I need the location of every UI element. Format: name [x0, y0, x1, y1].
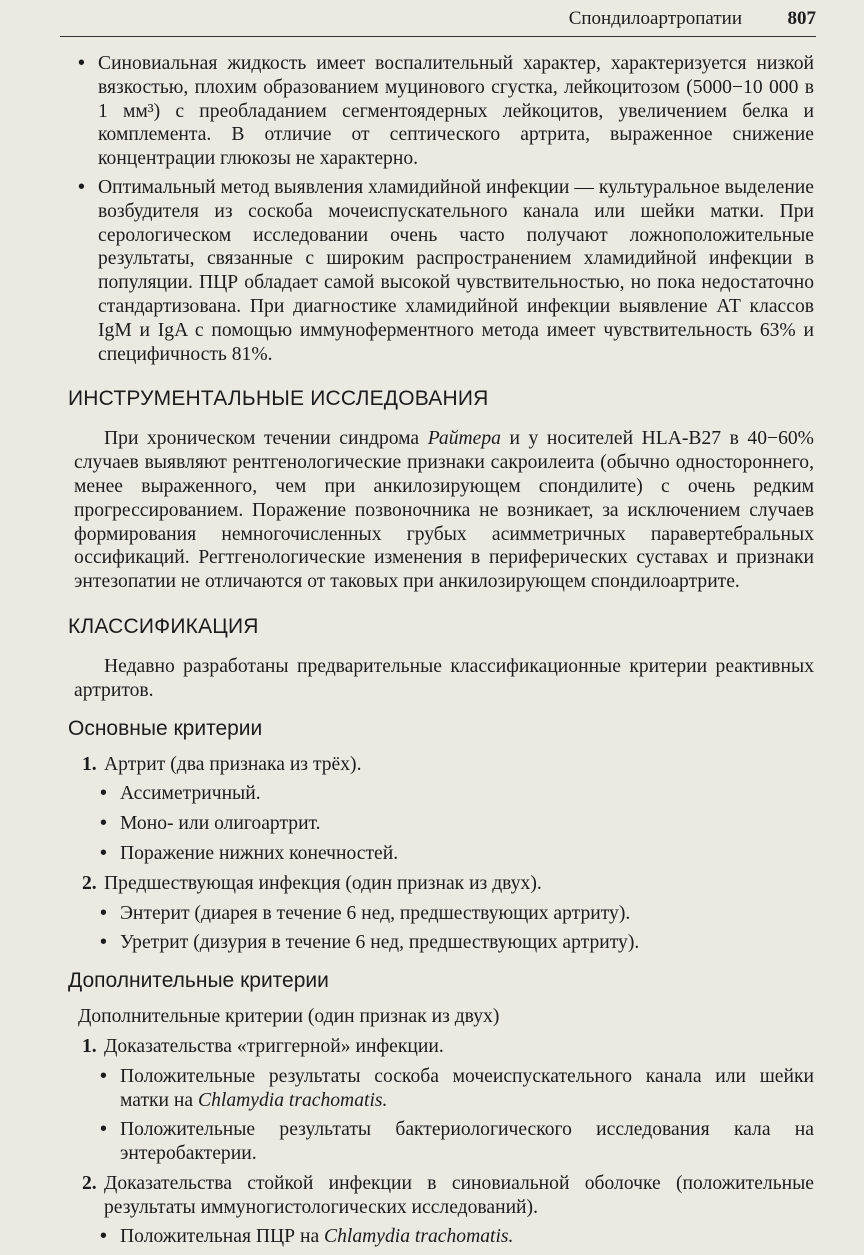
bullet-dot: •	[78, 176, 85, 198]
criteria-item: 2. Доказательства стойкой инфекции в синовиальной оболочке (положительные результаты иммуногистологических исследований).	[82, 1172, 814, 1218]
bullet-chlamydia-detection	[74, 176, 814, 366]
criteria-item: 1. Артрит (два признака из трёх).	[82, 753, 362, 775]
criteria-subitem: • Положительная ПЦР на Chlamydia trachomatis.	[100, 1226, 514, 1248]
criteria-subitem: • Энтерит (диарея в течение 6 нед, предшествующих артриту).	[100, 902, 631, 924]
paragraph-classification: Недавно разработаны предварительные классификационные критерии реактивных артритов.	[74, 655, 814, 701]
criteria-subitem: • Положительные результаты бактериологического исследования кала на энтеробактерии.	[100, 1119, 814, 1165]
bullet-text: Синовиальная жидкость имеет воспалительный характер, характеризуется низкой вязкостью, плохим образованием муцинового сгустка, лейкоцитозом (5000−10 000 в 1 мм³) с преобладанием сегментоядерных лейкоцитов, увеличением белка и комплемента. В отличие от септического артрита, выраженное снижение концентрации глюкозы не характерно.	[98, 53, 814, 170]
bullet-synovial-fluid	[74, 52, 814, 171]
running-head-title: Спондилоартропатии	[568, 8, 742, 29]
additional-criteria-intro: Дополнительные критерии (один признак из двух)	[78, 1006, 500, 1028]
heading-additional-criteria: Дополнительные критерии	[68, 969, 329, 993]
paragraph-instrumental: При хроническом течении синдрома Райтера и у носителей HLA-B27 в 40−60% случаев выявляют рентгенологические признаки сакроилеита (обычно одностороннего, менее выраженного, чем при анкилозирующем спондилите) с очень редким прогрессированием. Поражение позвоночника не возникает, за исключением случаев формирования немногочисленных грубых асимметричных паравертебральных оссификаций. Регтгенологические изменения в периферических суставах и признаки энтезопатии не отличаются от таковых при анкилозирующем спондилоартрите.	[74, 428, 814, 593]
heading-classification: КЛАССИФИКАЦИЯ	[68, 614, 259, 638]
bullet-dot: •	[78, 53, 85, 74]
header-rule	[60, 36, 816, 37]
criteria-subitem: • Ассиметричный.	[100, 783, 261, 805]
criteria-subitem: • Поражение нижних конечностей.	[100, 842, 399, 864]
running-head	[60, 6, 816, 32]
criteria-item: 2. Предшествующая инфекция (один признак из двух).	[82, 872, 542, 894]
page-body	[68, 52, 814, 1255]
criteria-item: 1. Доказательства «триггерной» инфекции.	[82, 1035, 444, 1057]
bullet-text: Оптимальный метод выявления хламидийной инфекции — культуральное выделение возбудителя из соскоба мочеиспускательного канала или шейки матки. При серологическом исследовании очень часто получают ложноположительные результаты, связанные с широким распространением хламидийной инфекции в популяции. ПЦР обладает самой высокой чувствительностью, но пока недостаточно стандартизована. При диагностике хламидийной инфекции выявление АТ классов IgM и IgA с помощью иммуноферментного метода имеет чувствительность 63% и специфичность 81%.	[98, 176, 814, 365]
criteria-subitem: • Положительные результаты соскоба мочеиспускательного канала или шейки матки на Chlamydia trachomatis.	[100, 1065, 814, 1111]
italic-reiter: Райтера	[427, 428, 501, 450]
page-number: 807	[787, 8, 816, 29]
criteria-subitem: • Моно- или олигоартрит.	[100, 813, 321, 835]
heading-main-criteria: Основные критерии	[68, 716, 263, 740]
criteria-subitem: • Уретрит (дизурия в течение 6 нед, предшествующих артриту).	[100, 932, 640, 954]
heading-instrumental: ИНСТРУМЕНТАЛЬНЫЕ ИССЛЕДОВАНИЯ	[68, 387, 489, 411]
